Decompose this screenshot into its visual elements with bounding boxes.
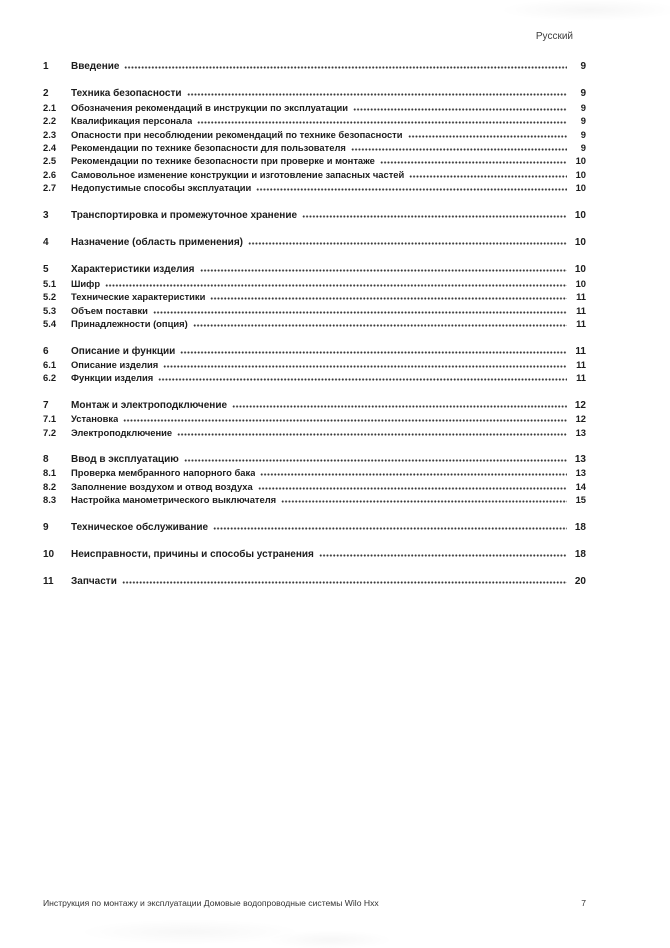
toc-entry-2.2 [43,114,586,127]
toc-entry-page: 9 [580,61,586,72]
toc-entry-1 [43,59,586,73]
toc-entry-8.1 [43,466,586,479]
toc-entry-page: 15 [575,494,586,506]
toc-entry-number: 2.6 [43,168,57,180]
toc-entry-6 [43,344,586,358]
toc-entry-page: 9 [580,88,586,100]
toc-entry-title: Рекомендации по технике безопасности при проверке и монтаже [71,155,375,167]
toc-entry-number: 2.5 [43,155,57,167]
toc-entry-number: 5.2 [43,291,57,303]
toc-leader-dots [180,344,567,354]
toc-entry-title: Транспортировка и промежуточное хранение [71,209,298,221]
toc-entry-page: 13 [574,453,586,465]
page-header [536,31,573,43]
toc-entry-page: 11 [575,345,586,357]
toc-entry-7.1 [43,412,586,425]
toc-entry-number: 9 [43,521,49,533]
toc-entry-7.2 [43,426,586,439]
toc-entry-6.1 [43,358,586,371]
toc-entry-8.3 [43,493,586,506]
toc-entry-8 [43,452,586,466]
toc-entry-page: 10 [574,209,586,221]
toc-entry-page: 11 [576,304,586,316]
toc-entry-title: Объем поставки [71,304,148,316]
toc-entry-page: 10 [574,264,586,276]
toc-entry-page: 14 [575,480,586,492]
toc-entry-number: 5 [43,264,49,276]
toc-entry-page: 20 [574,576,586,588]
toc-entry-2.4 [43,141,586,154]
toc-leader-dots [122,574,567,584]
footer-doc-title: Инструкция по монтажу и эксплуатации Домовые водопроводные системы Wilo Hxx [43,898,379,908]
toc-entry-title: Обозначения рекомендаций в инструкции по эксплуатации [71,101,348,113]
toc-entry-title: Настройка манометрического выключателя [71,494,277,506]
toc-entry-title: Описание изделия [71,358,159,370]
toc-entry-8.2 [43,480,586,493]
toc-entry-number: 8.1 [43,467,57,479]
toc-entry-page: 13 [575,426,586,438]
toc-entry-number: 2.4 [43,142,57,154]
toc-entry-title: Шифр [71,277,101,289]
toc-leader-dots [153,304,567,314]
toc-leader-dots [158,371,567,381]
toc-leader-dots [187,86,568,96]
toc-entry-title: Квалификация персонала [71,115,193,127]
toc-entry-page: 12 [574,399,586,411]
toc-entry-page: 10 [575,277,586,289]
toc-entry-page: 9 [580,115,586,127]
toc-entry-number: 7 [43,399,49,411]
toc-entry-number: 2.1 [43,101,57,113]
toc-entry-title: Технические характеристики [71,291,206,303]
toc-entry-2.3 [43,128,586,141]
toc-leader-dots [184,452,567,462]
toc-leader-dots [281,493,567,503]
toc-leader-dots [193,317,567,327]
toc-entry-title: Рекомендации по технике безопасности для пользователя [71,142,346,154]
toc-leader-dots [319,547,567,557]
toc-entry-title: Электроподключение [71,426,173,438]
toc-leader-dots [351,141,567,151]
toc-leader-dots [408,128,567,138]
toc-leader-dots [123,412,567,422]
toc-entry-title: Функции изделия [71,372,154,384]
toc-entry-title: Описание и функции [71,345,176,357]
toc-entry-11 [43,574,586,588]
toc-entry-title: Недопустимые способы эксплуатации [71,182,252,194]
toc-leader-dots [197,114,567,124]
toc-entry-6.2 [43,371,586,384]
toc-entry-5 [43,262,586,276]
toc-entry-title: Опасности при несоблюдении рекомендаций по технике безопасности [71,128,403,140]
toc-entry-title: Установка [71,413,119,425]
toc-entry-page: 12 [575,413,586,425]
toc-leader-dots [163,358,567,368]
toc-entry-page: 11 [576,358,586,370]
toc-entry-5.1 [43,277,586,290]
toc-entry-number: 5.3 [43,304,57,316]
toc-entry-number: 2.3 [43,128,57,140]
toc-leader-dots [200,262,567,272]
toc-entry-10 [43,547,586,561]
toc-leader-dots [409,168,567,178]
toc-entry-page: 10 [575,155,586,167]
toc-entry-number: 8.3 [43,494,57,506]
toc-entry-title: Самовольное изменение конструкции и изготовление запасных частей [71,168,405,180]
toc-entry-title: Запчасти [71,576,117,588]
toc-entry-2.7 [43,181,586,194]
toc-entry-title: Монтаж и электроподключение [71,399,228,411]
toc-entry-3 [43,208,586,222]
toc-entry-number: 4 [43,237,49,249]
toc-leader-dots [353,101,567,111]
toc-entry-number: 6.1 [43,358,57,370]
page-footer [43,897,586,909]
toc-entry-number: 2.2 [43,115,57,127]
toc-entry-number: 10 [43,548,55,560]
toc-entry-number: 8.2 [43,480,57,492]
toc-entry-title: Принадлежности (опция) [71,318,188,330]
toc-entry-title: Техническое обслуживание [71,521,209,533]
toc-entry-5.2 [43,290,586,303]
toc-entry-9 [43,520,586,534]
toc-entry-5.3 [43,304,586,317]
toc-entry-title: Заполнение воздухом и отвод воздуха [71,480,253,492]
toc-entry-number: 7.1 [43,413,57,425]
toc-entry-number: 6 [43,345,49,357]
toc-entry-page: 9 [580,142,586,154]
language-label: Русский [535,31,573,42]
toc-entry-page: 11 [576,291,586,303]
toc-entry-page: 18 [574,521,586,533]
toc-entry-page: 9 [580,101,586,113]
toc-entry-7 [43,398,586,412]
toc-entry-number: 1 [43,61,49,72]
toc-leader-dots [210,290,567,300]
toc-entry-title: Назначение (область применения) [71,237,243,249]
toc-entry-page: 11 [576,318,586,330]
toc-entry-page: 18 [574,548,586,560]
toc-entry-number: 8 [43,453,49,465]
toc-entry-number: 6.2 [43,372,57,384]
toc-leader-dots [213,520,567,530]
toc-leader-dots [302,208,567,218]
toc-entry-page: 10 [575,182,586,194]
toc-entry-number: 2 [43,88,49,100]
toc-entry-page: 10 [574,237,586,249]
table-of-contents [43,59,586,589]
toc-entry-4 [43,235,586,249]
toc-entry-number: 5.1 [43,277,57,289]
toc-entry-number: 5.4 [43,318,57,330]
toc-entry-title: Введение [71,61,120,72]
toc-entry-2.6 [43,168,586,181]
toc-entry-title: Характеристики изделия [71,264,195,276]
toc-entry-number: 7.2 [43,426,57,438]
toc-entry-title: Проверка мембранного напорного бака [71,467,256,479]
toc-leader-dots [258,480,567,490]
toc-entry-page: 10 [575,168,586,180]
toc-leader-dots [177,426,567,436]
toc-entry-2.5 [43,154,586,167]
toc-entry-title: Техника безопасности [71,88,182,100]
toc-entry-page: 11 [576,372,586,384]
toc-leader-dots [124,59,567,69]
toc-entry-2 [43,86,586,100]
toc-entry-title: Ввод в эксплуатацию [71,453,179,465]
toc-entry-number: 2.7 [43,182,57,194]
footer-page-number: 7 [581,898,586,908]
toc-entry-page: 13 [575,467,586,479]
toc-leader-dots [232,398,567,408]
toc-entry-page: 9 [580,128,586,140]
toc-entry-number: 3 [43,209,49,221]
toc-entry-2.1 [43,101,586,114]
toc-leader-dots [248,235,567,245]
toc-entry-title: Неисправности, причины и способы устранения [71,548,314,560]
toc-leader-dots [380,154,567,164]
toc-entry-number: 11 [43,576,54,588]
toc-leader-dots [260,466,567,476]
toc-leader-dots [256,181,567,191]
toc-leader-dots [105,277,567,287]
toc-entry-5.4 [43,317,586,330]
